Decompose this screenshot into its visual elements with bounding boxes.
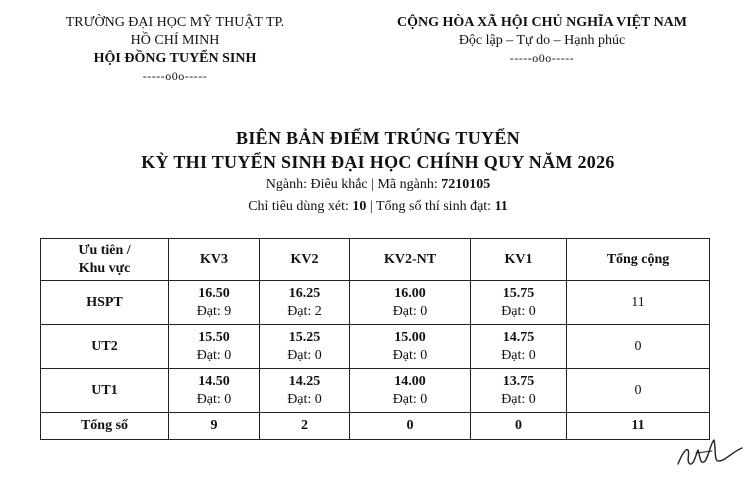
table-total-row	[41, 413, 710, 440]
cell-score: 15.75	[502, 285, 535, 301]
table-header-row	[41, 239, 710, 281]
header-left-separator: -----o0o-----	[142, 69, 208, 83]
total-value: 0	[471, 413, 567, 440]
header-right-separator: -----o0o-----	[509, 51, 575, 65]
cell-score: 16.00	[394, 285, 426, 301]
table-cell	[260, 281, 350, 325]
cell-passed: Đạt: 0	[392, 391, 428, 407]
table-cell	[350, 369, 471, 413]
document-title-line1: BIÊN BẢN ĐIỂM TRÚNG TUYỂN	[236, 128, 520, 148]
passed-value: 11	[494, 199, 508, 214]
column-header-kv2-nt: KV2-NT	[350, 239, 471, 281]
total-row-label: Tổng số	[41, 413, 169, 440]
table-cell	[260, 325, 350, 369]
school-name-line2: HỒ CHÍ MINH	[130, 33, 220, 48]
cell-passed: Đạt: 0	[392, 303, 428, 319]
row-label: UT2	[41, 325, 169, 369]
total-value: 2	[260, 413, 350, 440]
cell-passed: Đạt: 0	[196, 347, 232, 363]
cell-score: 14.25	[288, 373, 321, 389]
table-cell	[471, 281, 567, 325]
cell-score: 14.50	[198, 373, 230, 389]
table-cell	[471, 369, 567, 413]
cell-passed: Đạt: 2	[287, 303, 322, 319]
quota-info	[0, 196, 756, 218]
document-title-line2: KỲ THI TUYỂN SINH ĐẠI HỌC CHÍNH QUY NĂM 2026	[141, 152, 615, 172]
cell-score: 14.75	[502, 329, 535, 345]
country-name: CỘNG HÒA XÃ HỘI CHỦ NGHĨA VIỆT NAM	[396, 15, 687, 30]
table-cell	[169, 325, 260, 369]
column-header-total: Tổng cộng	[567, 239, 710, 281]
corner-header-line1: Ưu tiên /	[78, 242, 131, 258]
council-name: HỘI ĐỒNG TUYỂN SINH	[93, 51, 257, 66]
major-code: 7210105	[441, 177, 491, 192]
cell-score: 15.00	[394, 329, 426, 345]
national-motto: Độc lập – Tự do – Hạnh phúc	[458, 33, 626, 48]
table-row-hspt	[41, 281, 710, 325]
table-cell	[350, 325, 471, 369]
major-info	[0, 174, 756, 196]
column-header-kv2: KV2	[260, 239, 350, 281]
cell-passed: Đạt: 9	[196, 303, 232, 319]
table-row-ut2	[41, 325, 710, 369]
quota-label: Chỉ tiêu dùng xét:	[248, 199, 353, 214]
total-value: 9	[169, 413, 260, 440]
corner-header	[41, 239, 169, 281]
table-cell	[350, 281, 471, 325]
school-header	[40, 14, 310, 84]
total-value: 11	[567, 413, 710, 440]
table-row-ut1	[41, 369, 710, 413]
row-label: UT1	[41, 369, 169, 413]
document-title-block	[0, 126, 756, 218]
cell-score: 15.25	[288, 329, 321, 345]
table-cell	[169, 281, 260, 325]
admission-score-table	[40, 238, 710, 440]
row-total: 0	[567, 369, 710, 413]
row-total: 11	[567, 281, 710, 325]
cell-passed: Đạt: 0	[287, 347, 322, 363]
cell-passed: Đạt: 0	[196, 391, 232, 407]
cell-passed: Đạt: 0	[287, 391, 322, 407]
school-name-line1: TRƯỜNG ĐẠI HỌC MỸ THUẬT TP.	[65, 15, 285, 30]
table-cell	[260, 369, 350, 413]
cell-score: 15.50	[198, 329, 230, 345]
table-cell	[471, 325, 567, 369]
corner-header-line2: Khu vực	[78, 260, 131, 276]
cell-passed: Đạt: 0	[501, 347, 536, 363]
cell-score: 14.00	[394, 373, 426, 389]
total-value: 0	[350, 413, 471, 440]
national-header	[362, 14, 722, 66]
cell-score: 16.25	[288, 285, 321, 301]
major-label: Ngành: Điêu khắc | Mã ngành:	[265, 177, 442, 192]
cell-score: 16.50	[198, 285, 230, 301]
table-cell	[169, 369, 260, 413]
column-header-kv1: KV1	[471, 239, 567, 281]
quota-value: 10	[352, 199, 367, 214]
cell-passed: Đạt: 0	[501, 391, 536, 407]
row-label: HSPT	[41, 281, 169, 325]
column-header-kv3: KV3	[169, 239, 260, 281]
passed-label: | Tổng số thí sinh đạt:	[366, 199, 495, 214]
handwritten-signature	[676, 434, 744, 470]
cell-passed: Đạt: 0	[392, 347, 428, 363]
row-total: 0	[567, 325, 710, 369]
cell-score: 13.75	[502, 373, 535, 389]
cell-passed: Đạt: 0	[501, 303, 536, 319]
